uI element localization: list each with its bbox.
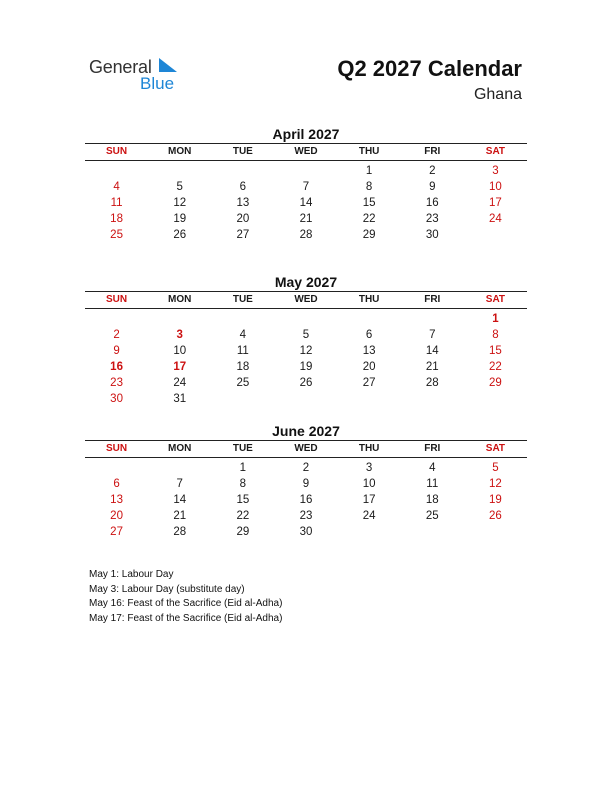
day-cell: 27 [236, 229, 250, 241]
weekday-header-row [85, 291, 527, 309]
day-cell: 18 [110, 213, 123, 225]
day-cell: 24 [489, 213, 502, 225]
day-cell: 31 [173, 393, 187, 405]
empty-day-cell [148, 163, 211, 179]
day-cell: 8 [239, 478, 247, 490]
empty-day-cell [211, 163, 274, 179]
day-cell: 6 [365, 329, 373, 341]
month-may [85, 273, 527, 407]
weekday-header-thu: THU [358, 294, 380, 305]
week-row [85, 460, 527, 476]
day-cell: 28 [425, 377, 439, 389]
weekday-header-row [85, 143, 527, 161]
day-cell: 13 [236, 197, 250, 209]
day-cell: 2 [113, 329, 120, 341]
day-cell: 6 [239, 181, 247, 193]
empty-day-cell [85, 311, 148, 327]
day-cell: 5 [302, 329, 310, 341]
day-cell: 1 [239, 462, 247, 474]
empty-day-cell [401, 311, 464, 327]
day-cell: 18 [425, 494, 439, 506]
month-april [85, 125, 527, 243]
week-row [85, 508, 527, 524]
day-cell: 8 [365, 181, 373, 193]
day-cell: 13 [110, 494, 123, 506]
weekday-header-fri: FRI [424, 443, 441, 454]
empty-day-cell [211, 311, 274, 327]
day-cell: 19 [299, 361, 313, 373]
empty-day-cell [338, 311, 401, 327]
weekday-header-wed: WED [294, 146, 318, 157]
weekday-header-fri: FRI [424, 146, 441, 157]
day-cell: 30 [110, 393, 123, 405]
day-cell: 6 [113, 478, 120, 490]
day-cell: 8 [492, 329, 499, 341]
day-cell: 30 [425, 229, 439, 241]
day-cell: 11 [426, 478, 439, 490]
week-row [85, 524, 527, 540]
empty-day-cell [148, 311, 211, 327]
day-cell: 24 [362, 510, 376, 522]
day-cell: 25 [425, 510, 439, 522]
month-grid [85, 163, 527, 243]
week-row [85, 476, 527, 492]
day-cell: 10 [489, 181, 502, 193]
weekday-header-thu: THU [358, 443, 380, 454]
day-cell: 29 [236, 526, 250, 538]
day-cell: 16 [299, 494, 313, 506]
country-name: Ghana [473, 86, 522, 103]
holiday-item: May 16: Feast of the Sacrifice (Eid al-Adha) [89, 598, 283, 609]
empty-day-cell [211, 391, 274, 407]
week-row [85, 492, 527, 508]
day-cell: 20 [362, 361, 376, 373]
weekday-header-sun: SUN [106, 294, 128, 305]
weekday-header-wed: WED [294, 443, 318, 454]
day-cell: 21 [299, 213, 313, 225]
day-cell: 21 [425, 361, 439, 373]
day-cell: 20 [110, 510, 123, 522]
day-cell: 4 [239, 329, 247, 341]
day-cell: 11 [110, 197, 123, 209]
day-cell: 9 [429, 181, 436, 193]
month-title: May 2027 [274, 274, 338, 290]
empty-day-cell [464, 227, 527, 243]
day-cell: 17 [489, 197, 502, 209]
day-cell: 5 [492, 462, 499, 474]
week-row [85, 211, 527, 227]
day-cell: 7 [176, 478, 183, 490]
empty-day-cell [274, 391, 337, 407]
holiday-item: May 17: Feast of the Sacrifice (Eid al-Adha) [89, 612, 283, 624]
day-cell: 12 [299, 345, 313, 357]
week-row [85, 359, 527, 375]
day-cell: 27 [362, 377, 376, 389]
day-cell: 19 [489, 494, 502, 506]
weekday-header-sat: SAT [485, 294, 506, 305]
month-title: April 2027 [272, 126, 340, 142]
weekday-header-sat: SAT [485, 146, 506, 157]
day-cell: 19 [173, 213, 187, 225]
day-cell: 23 [299, 510, 313, 522]
day-cell: 23 [425, 213, 439, 225]
day-cell: 23 [110, 377, 123, 389]
day-cell: 14 [425, 345, 439, 357]
day-cell: 29 [489, 377, 502, 389]
weekday-header-fri: FRI [424, 294, 441, 305]
generalblue-logo [89, 56, 189, 92]
day-cell: 26 [173, 229, 187, 241]
day-cell: 25 [110, 229, 123, 241]
weekday-header-mon: MON [168, 146, 192, 157]
day-cell: 29 [362, 229, 376, 241]
day-cell: 24 [173, 377, 187, 389]
day-cell: 27 [110, 526, 123, 538]
weekday-header-tue: TUE [232, 294, 253, 305]
weekday-header-thu: THU [358, 146, 380, 157]
day-cell: 16 [110, 361, 123, 373]
logo-text-blue: Blue [140, 74, 175, 93]
day-cell: 1 [365, 165, 373, 177]
weekday-header-sun: SUN [106, 443, 128, 454]
day-cell: 14 [173, 494, 187, 506]
week-row [85, 327, 527, 343]
week-row [85, 195, 527, 211]
day-cell: 10 [362, 478, 376, 490]
day-cell: 3 [365, 462, 373, 474]
day-cell: 15 [362, 197, 376, 209]
empty-day-cell [148, 460, 211, 476]
weekday-header-mon: MON [168, 443, 192, 454]
weekday-header-row [85, 440, 527, 458]
week-row [85, 391, 527, 407]
weekday-header-sun: SUN [106, 146, 128, 157]
day-cell: 9 [113, 345, 120, 357]
logo-triangle-icon [159, 58, 177, 72]
month-june [85, 422, 527, 540]
day-cell: 3 [492, 165, 499, 177]
week-row [85, 343, 527, 359]
empty-day-cell [338, 391, 401, 407]
day-cell: 16 [425, 197, 439, 209]
empty-day-cell [338, 524, 401, 540]
day-cell: 22 [362, 213, 376, 225]
weekday-header-mon: MON [168, 294, 192, 305]
day-cell: 28 [173, 526, 187, 538]
week-row [85, 179, 527, 195]
week-row [85, 311, 527, 327]
day-cell: 14 [299, 197, 313, 209]
empty-day-cell [274, 163, 337, 179]
empty-day-cell [464, 524, 527, 540]
empty-day-cell [401, 391, 464, 407]
logo-text-general: General [89, 57, 152, 77]
day-cell: 2 [429, 165, 436, 177]
day-cell: 9 [302, 478, 310, 490]
day-cell: 17 [173, 361, 187, 373]
weekday-header-tue: TUE [232, 443, 253, 454]
day-cell: 5 [176, 181, 183, 193]
week-row [85, 163, 527, 179]
weekday-header-sat: SAT [485, 443, 506, 454]
day-cell: 2 [302, 462, 310, 474]
empty-day-cell [464, 391, 527, 407]
day-cell: 22 [236, 510, 250, 522]
week-row [85, 375, 527, 391]
day-cell: 4 [113, 181, 120, 193]
month-grid [85, 460, 527, 540]
empty-day-cell [85, 163, 148, 179]
day-cell: 20 [236, 213, 250, 225]
day-cell: 28 [299, 229, 313, 241]
holiday-item: May 1: Labour Day [89, 569, 174, 580]
month-grid [85, 311, 527, 407]
week-row [85, 227, 527, 243]
day-cell: 11 [236, 345, 249, 357]
day-cell: 13 [362, 345, 376, 357]
day-cell: 26 [299, 377, 313, 389]
page-title: Q2 2027 Calendar [337, 56, 522, 81]
day-cell: 1 [492, 313, 499, 325]
day-cell: 12 [173, 197, 187, 209]
month-title: June 2027 [272, 423, 340, 439]
day-cell: 7 [302, 181, 310, 193]
day-cell: 7 [429, 329, 436, 341]
day-cell: 3 [176, 329, 183, 341]
day-cell: 21 [173, 510, 187, 522]
day-cell: 17 [362, 494, 376, 506]
empty-day-cell [401, 524, 464, 540]
day-cell: 22 [489, 361, 502, 373]
empty-day-cell [85, 460, 148, 476]
holiday-list [89, 568, 282, 626]
day-cell: 12 [489, 478, 502, 490]
day-cell: 15 [236, 494, 250, 506]
day-cell: 10 [173, 345, 187, 357]
weekday-header-wed: WED [294, 294, 318, 305]
holiday-item: May 3: Labour Day (substitute day) [89, 583, 245, 595]
day-cell: 25 [236, 377, 250, 389]
day-cell: 4 [429, 462, 436, 474]
day-cell: 15 [489, 345, 502, 357]
empty-day-cell [274, 311, 337, 327]
weekday-header-tue: TUE [232, 146, 253, 157]
day-cell: 30 [299, 526, 313, 538]
day-cell: 18 [236, 361, 250, 373]
day-cell: 26 [489, 510, 502, 522]
